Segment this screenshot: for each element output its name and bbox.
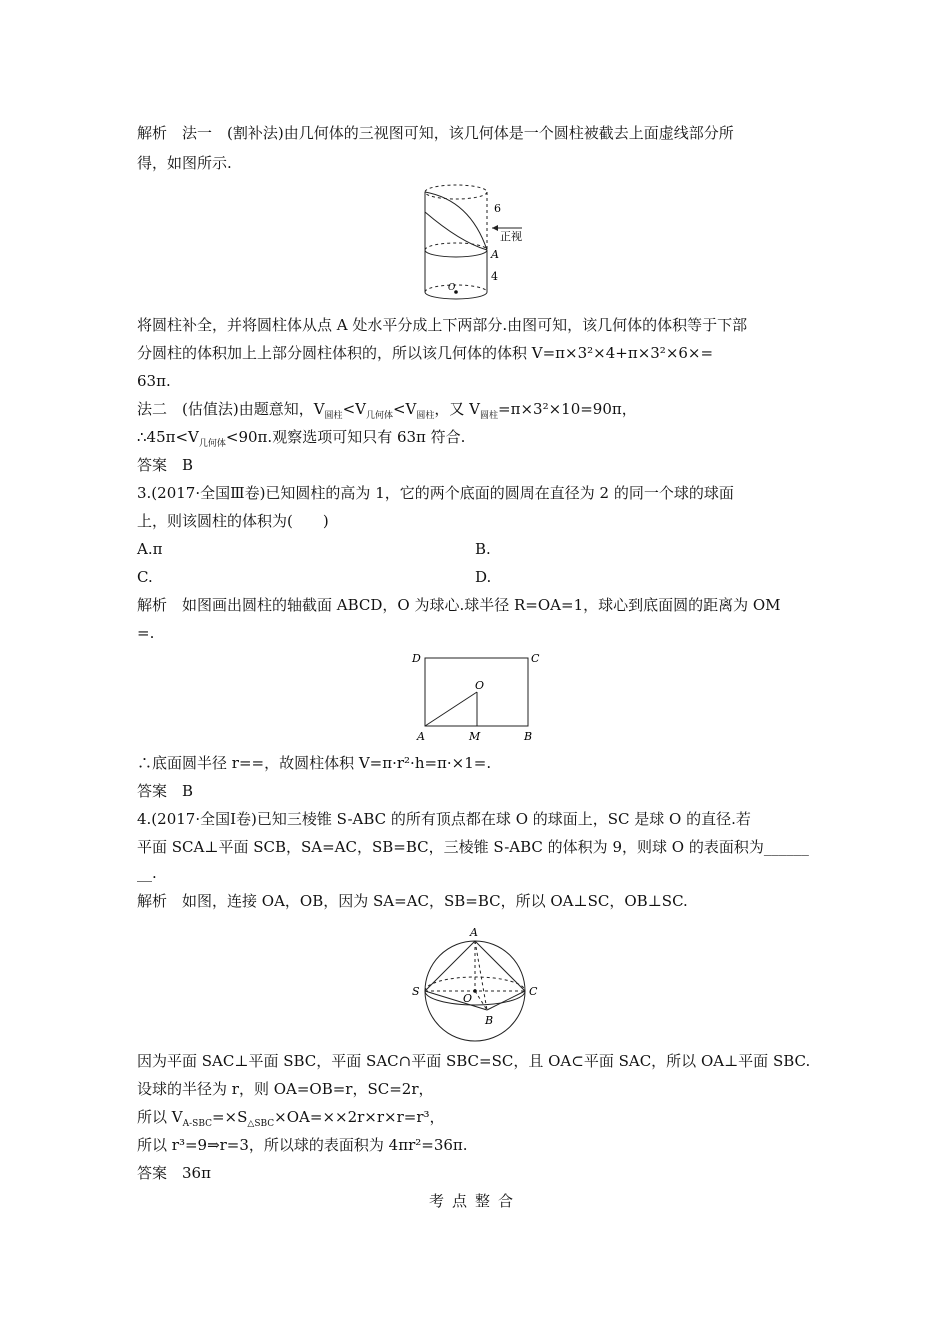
label-A: A	[491, 248, 499, 261]
q4-solution-5: 所以 r³=9⇒r=3，所以球的表面积为 4πr²=36π.	[137, 1136, 468, 1154]
q3-option-d: D.	[475, 568, 492, 586]
q4-solution-3: 设球的半径为 r，则 OA=OB=r，SC=2r，	[137, 1080, 434, 1098]
label-A2: A	[417, 730, 425, 743]
label-O3: O	[463, 992, 473, 1005]
q3-solution-1: 解析 如图画出圆柱的轴截面 ABCD，O 为球心.球半径 R=OA=1，球心到底面圆的距离为 OM	[137, 596, 781, 614]
text-line-5: 63π.	[137, 372, 171, 390]
label-6: 6	[494, 202, 501, 215]
conclusion-line: $\therefore 45\pi<V_{几何体}<90\pi$.观察选项可知只有 63π 符合.	[137, 428, 466, 449]
q4-solution-4: 所以 $V_{A-SBC}=\times S_{\triangle SBC}\times OA=\times\times 2r\times r\times r=r^3$，	[137, 1108, 445, 1129]
label-A3: A	[470, 926, 478, 939]
axial-section-figure	[405, 648, 555, 743]
q4-stem-2: 平面 SCA⊥平面 SCB，SA=AC，SB=BC，三棱锥 S-ABC 的体积为 9，则球 O 的表面积为______	[137, 838, 809, 856]
q4-solution-1: 解析 如图，连接 OA，OB，因为 SA=AC，SB=BC，所以 OA⊥SC，OB⊥SC.	[137, 892, 688, 910]
q3-solution-2: =.	[137, 624, 155, 642]
solution-line-2: 得，如图所示.	[137, 154, 232, 172]
label-O2: O	[475, 679, 485, 692]
label-B: B	[524, 730, 533, 743]
label-O: O	[448, 283, 456, 293]
label-M: M	[469, 730, 481, 743]
solution-line-1: 解析 法一 (割补法)由几何体的三视图可知，该几何体是一个圆柱被截去上面虚线部分所	[137, 124, 734, 142]
text-line-4: 分圆柱的体积加上上部分圆柱体积的，所以该几何体的体积 V=π×3²×4+π×3²×6×=	[137, 344, 714, 362]
section-title: 考点整合	[428, 1192, 521, 1210]
answer-3: 答案 36π	[137, 1164, 211, 1182]
sphere-figure	[405, 922, 555, 1047]
answer-2: 答案 B	[137, 782, 194, 800]
label-C: C	[531, 652, 540, 665]
q3-stem-2: 上，则该圆柱的体积为( )	[137, 512, 329, 530]
answer-1: 答案 B	[137, 456, 194, 474]
q3-solution-3: ∴底面圆半径 r==，故圆柱体积 V=π·r²·h=π·×1=.	[137, 754, 492, 772]
q4-stem-1: 4.(2017·全国Ⅰ卷)已知三棱锥 S-ABC 的所有顶点都在球 O 的球面上，SC 是球 O 的直径.若	[137, 810, 751, 828]
label-S: S	[412, 985, 420, 998]
label-D: D	[412, 652, 421, 665]
text-line-3: 将圆柱补全，并将圆柱体从点 A 处水平分成上下两部分.由图可知，该几何体的体积等于下部	[137, 316, 748, 334]
q3-stem-1: 3.(2017·全国Ⅲ卷)已知圆柱的高为 1，它的两个底面的圆周在直径为 2 的同一个球的球面	[137, 484, 734, 502]
q3-option-a: A.π	[137, 540, 163, 558]
method-2-line: 法二 (估值法)由题意知，$V_{圆柱}<V_{几何体}<V_{圆柱}$，又 $V_{圆柱}=\pi\times 3^2\times 10=90\pi$，	[137, 400, 637, 421]
cylinder-figure	[410, 180, 540, 305]
label-4: 4	[491, 270, 498, 283]
q3-option-b: B.	[475, 540, 491, 558]
label-view: 正视	[500, 230, 522, 243]
label-C3: C	[529, 985, 538, 998]
label-B3: B	[485, 1014, 494, 1027]
q4-solution-2: 因为平面 SAC⊥平面 SBC，平面 SAC∩平面 SBC=SC，且 OA⊂平面 SAC，所以 OA⊥平面 SBC.	[137, 1052, 811, 1070]
q4-stem-3: __.	[137, 864, 157, 882]
q3-option-c: C.	[137, 568, 153, 586]
